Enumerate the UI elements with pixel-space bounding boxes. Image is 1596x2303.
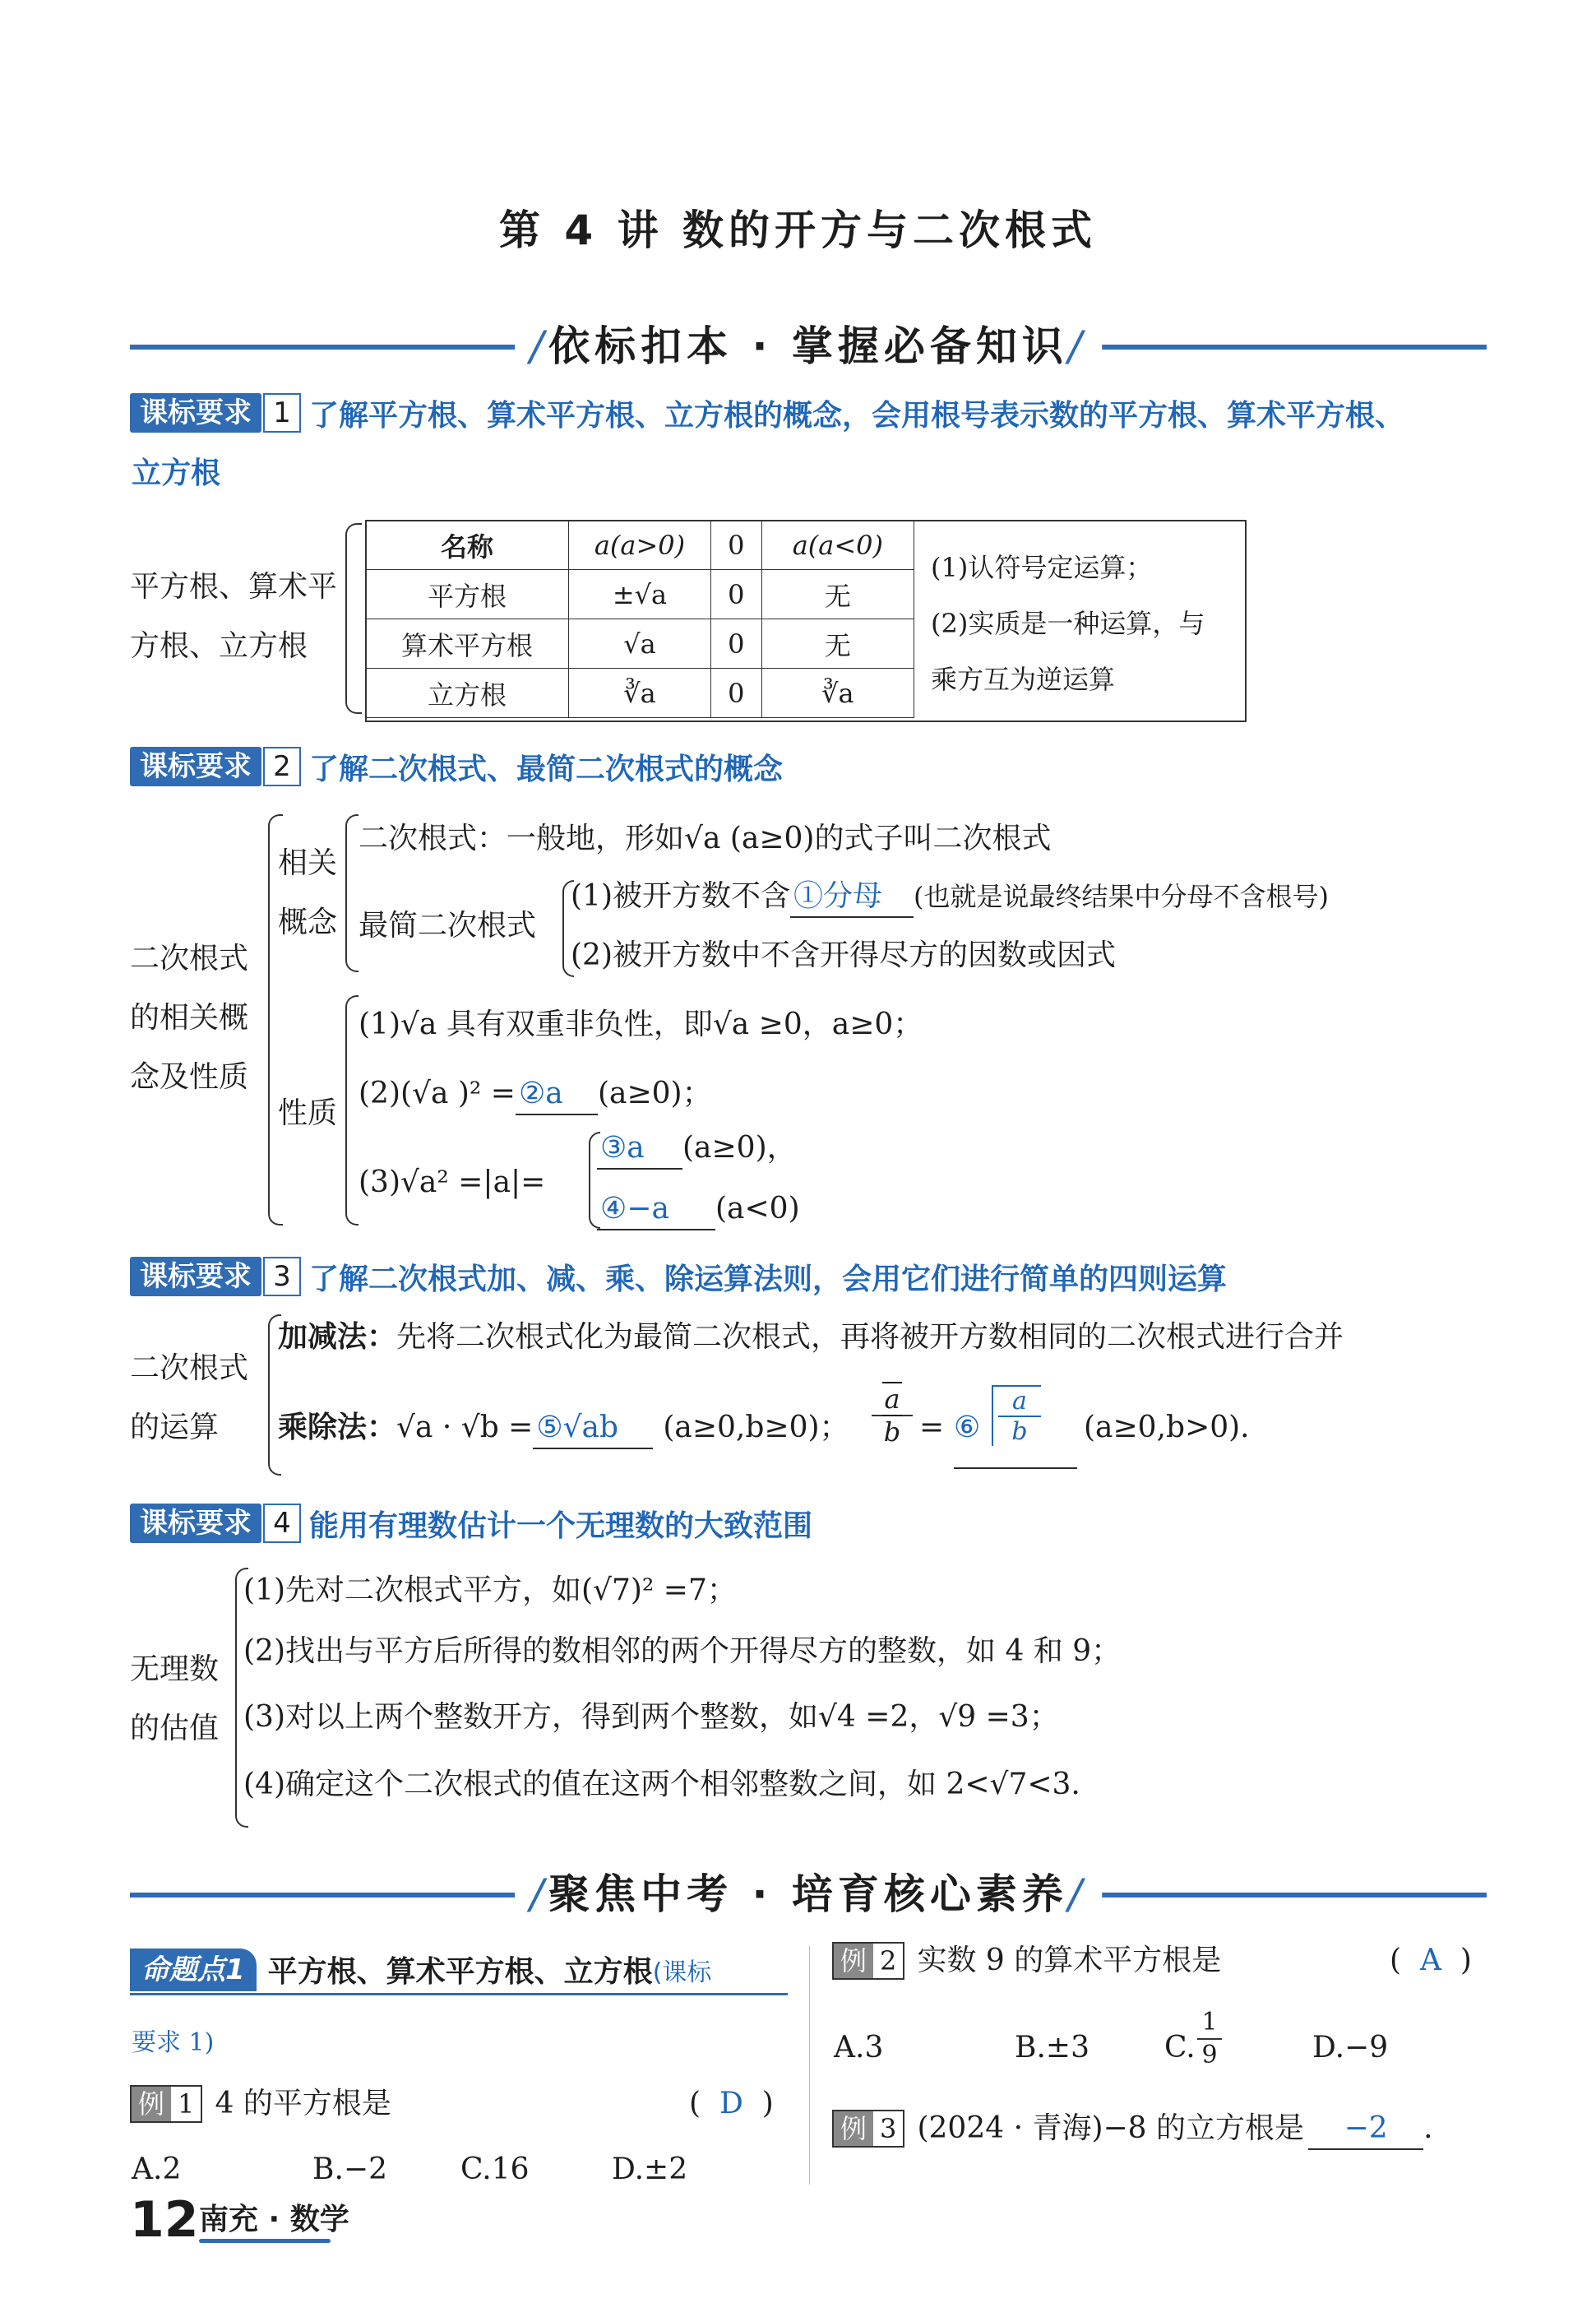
simplest-cond-2: (2)被开方数中不含开得尽方的因数或因式: [571, 938, 1116, 972]
def-radical: 二次根式：一般地，形如√a (a≥0)的式子叫二次根式: [359, 822, 1052, 855]
sec2-sub2-brace: [345, 995, 359, 1226]
table-cell: 无: [761, 570, 914, 619]
estimate-step-2: (2)找出与平方后所得的数相邻的两个开得尽方的整数，如 4 和 9；: [243, 1634, 1122, 1668]
add-sub-rule: 加减法：先将二次根式化为最简二次根式，再将被开方数相同的二次根式进行合并: [278, 1320, 1344, 1354]
ex2-option-c: C.: [1164, 2031, 1196, 2064]
topic-title: 平方根、算术平方根、立方根: [267, 1955, 653, 1989]
requirement-tag: 课标要求: [130, 393, 261, 433]
table-header: a(a<0): [761, 521, 914, 570]
footer-underline: [199, 2239, 331, 2243]
sec4-label-line2: 的估值: [130, 1712, 220, 1745]
table-header: 0: [710, 521, 761, 570]
requirement-tag: 课标要求: [130, 1504, 261, 1543]
answer-6-underline: [954, 1467, 1077, 1469]
column-divider: [809, 1946, 810, 2185]
sec1-brace: [345, 523, 362, 714]
table-cell: ∛a: [761, 669, 914, 718]
page-title: 第 4 讲 数的开方与二次根式: [498, 206, 1097, 254]
banner-label: 聚焦中考 · 培育核心素养: [548, 1870, 1068, 1918]
sec2-label-line2: 的相关概: [130, 1001, 249, 1035]
simplest-cond-1: (1)被开方数不含 ①分母 (也就是说最终结果中分母不含根号): [571, 877, 1329, 918]
table-cell: ±√a: [569, 570, 711, 619]
requirement-2: [130, 745, 783, 788]
requirement-number: 2: [263, 747, 301, 786]
answer-2: ②a: [516, 1074, 598, 1115]
topic-ref: (课标: [652, 1958, 712, 1987]
table-cell: 平方根: [366, 570, 569, 619]
ex2-option-c-fraction: 1 9: [1197, 2007, 1222, 2071]
section-banner-exam: /聚焦中考 · 培育核心素养/: [130, 1865, 1487, 1923]
answer-6-fraction: a b: [992, 1385, 1041, 1446]
sec2-sub2: 性质: [278, 1096, 338, 1130]
example-3: 例 3 (2024 · 青海)−8 的立方根是 −2 .: [832, 2109, 1490, 2150]
example-2: 例 2 实数 9 的算术平方根是 ( A ): [832, 1941, 1490, 1981]
sec1-label-line1: 平方根、算术平: [130, 570, 338, 604]
sec2-sub1-line2: 概念: [278, 906, 338, 939]
answer-5: ⑤√ab: [533, 1408, 653, 1449]
topic-point-header: [130, 1946, 788, 1995]
section-banner-knowledge: /依标扣本 · 掌握必备知识/: [130, 317, 1487, 375]
example-1-answer-bracket: ( D ): [689, 2087, 774, 2120]
property-3-case-1: ③a (a≥0)，: [597, 1128, 797, 1170]
div-condition: (a≥0,b>0).: [1084, 1411, 1250, 1444]
sec4-label-line1: 无理数: [130, 1652, 220, 1686]
topic-ref-cont: 要求 1): [132, 2028, 215, 2057]
equals-sign: =: [919, 1411, 945, 1444]
ex1-option-d: D.±2: [612, 2152, 688, 2186]
table-cell: 0: [710, 619, 761, 669]
table-cell: √a: [569, 619, 711, 669]
sec1-label-line2: 方根、立方根: [130, 629, 308, 663]
answer-6: ⑥: [954, 1411, 981, 1444]
requirement-text: 了解二次根式加、减、乘、除运算法则，会用它们进行简单的四则运算: [309, 1262, 1228, 1296]
example-2-answer-bracket: ( A ): [1390, 1944, 1472, 1977]
requirement-number: 1: [263, 393, 301, 433]
sec1-box: [365, 520, 1247, 722]
requirement-number: 4: [263, 1504, 301, 1543]
table-cell: 算术平方根: [366, 619, 569, 669]
topic-tag: 命题点1: [130, 1949, 257, 1991]
table-cell: ∛a: [569, 669, 711, 718]
table-row: [366, 669, 914, 718]
example-2-question: 实数 9 的算术平方根是: [917, 1944, 1222, 1977]
estimate-step-3: (3)对以上两个整数开方，得到两个整数，如√4 =2，√9 =3；: [243, 1700, 1059, 1734]
answer-1: ①分母: [790, 877, 914, 918]
table-row: [366, 570, 914, 619]
sec1-note: 乘方互为逆运算: [931, 664, 1116, 695]
sec2-sub1-line1: 相关: [278, 846, 338, 880]
table-cell: 立方根: [366, 669, 569, 718]
requirement-4: [130, 1502, 812, 1545]
requirement-1-text-cont: 立方根: [132, 456, 221, 490]
sec2-sub1-brace: [345, 814, 359, 972]
requirement-text: 了解平方根、算术平方根、立方根的概念，会用根号表示数的平方根、算术平方根、: [309, 398, 1405, 433]
ex1-option-b: B.−2: [312, 2152, 387, 2186]
example-3-answer: −2: [1308, 2109, 1423, 2150]
table-cell: 0: [710, 669, 761, 718]
table-header: 名称: [366, 521, 569, 570]
requirement-tag: 课标要求: [130, 747, 261, 786]
sec1-notes: [931, 540, 1243, 707]
sec1-note: (1)认符号定运算；: [931, 552, 1153, 583]
table-cell: 0: [710, 570, 761, 619]
example-1: 例 1 4 的平方根是 ( D ): [130, 2084, 788, 2124]
table-cell: 无: [761, 619, 914, 669]
sec3-label-line2: 的运算: [130, 1411, 220, 1444]
requirement-text: 能用有理数估计一个无理数的大致范围: [309, 1508, 813, 1543]
footer-label: 南充 · 数学: [199, 2203, 349, 2236]
ex1-option-c: C.16: [460, 2152, 530, 2186]
ex2-option-d: D.−9: [1312, 2031, 1389, 2064]
answer-3: ③a: [597, 1128, 682, 1170]
mul-div-rule: 乘除法：√a · √b = ⑤√ab (a≥0,b≥0)；: [278, 1408, 849, 1449]
requirement-3: [130, 1255, 1227, 1298]
table-row: [366, 619, 914, 669]
ex2-option-a: A.3: [834, 2031, 884, 2064]
ex2-option-b: B.±3: [1015, 2031, 1089, 2064]
sec2-label-line3: 念及性质: [130, 1060, 249, 1094]
example-1-question: 4 的平方根是: [215, 2087, 391, 2120]
simplest-radical: 最简二次根式: [359, 909, 537, 943]
property-3-case-2: ④−a (a<0): [597, 1189, 800, 1230]
estimate-step-4: (4)确定这个二次根式的值在这两个相邻整数之间，如 2<√7<3.: [243, 1768, 1080, 1801]
property-3: (3)√a² =|a|=: [359, 1165, 546, 1199]
property-2: (2)(√a )² = ②a (a≥0)；: [359, 1074, 712, 1115]
answer-4: ④−a: [597, 1189, 715, 1230]
requirement-text: 了解二次根式、最简二次根式的概念: [309, 752, 784, 786]
ex1-option-a: A.2: [132, 2152, 182, 2186]
banner-label: 依标扣本 · 掌握必备知识: [548, 322, 1068, 370]
table-header: a(a>0): [569, 521, 711, 570]
sec3-label-line1: 二次根式: [130, 1351, 249, 1385]
roots-table: [365, 520, 914, 718]
example-3-question: (2024 · 青海)−8 的立方根是: [917, 2111, 1305, 2145]
property-1: (1)√a 具有双重非负性，即√a ≥0，a≥0；: [359, 1008, 923, 1041]
requirement-number: 3: [263, 1257, 301, 1296]
requirement-tag: 课标要求: [130, 1257, 261, 1296]
table-row: [366, 521, 914, 570]
sec2-label-line1: 二次根式: [130, 942, 249, 975]
page-number: 12: [130, 2191, 199, 2249]
sec1-note: (2)实质是一种运算，与: [931, 608, 1205, 639]
requirement-1: [130, 392, 1404, 434]
estimate-step-1: (1)先对二次根式平方，如(√7)² =7；: [243, 1573, 737, 1607]
fraction-sqrt-a-over-sqrt-b: a b: [872, 1383, 913, 1448]
